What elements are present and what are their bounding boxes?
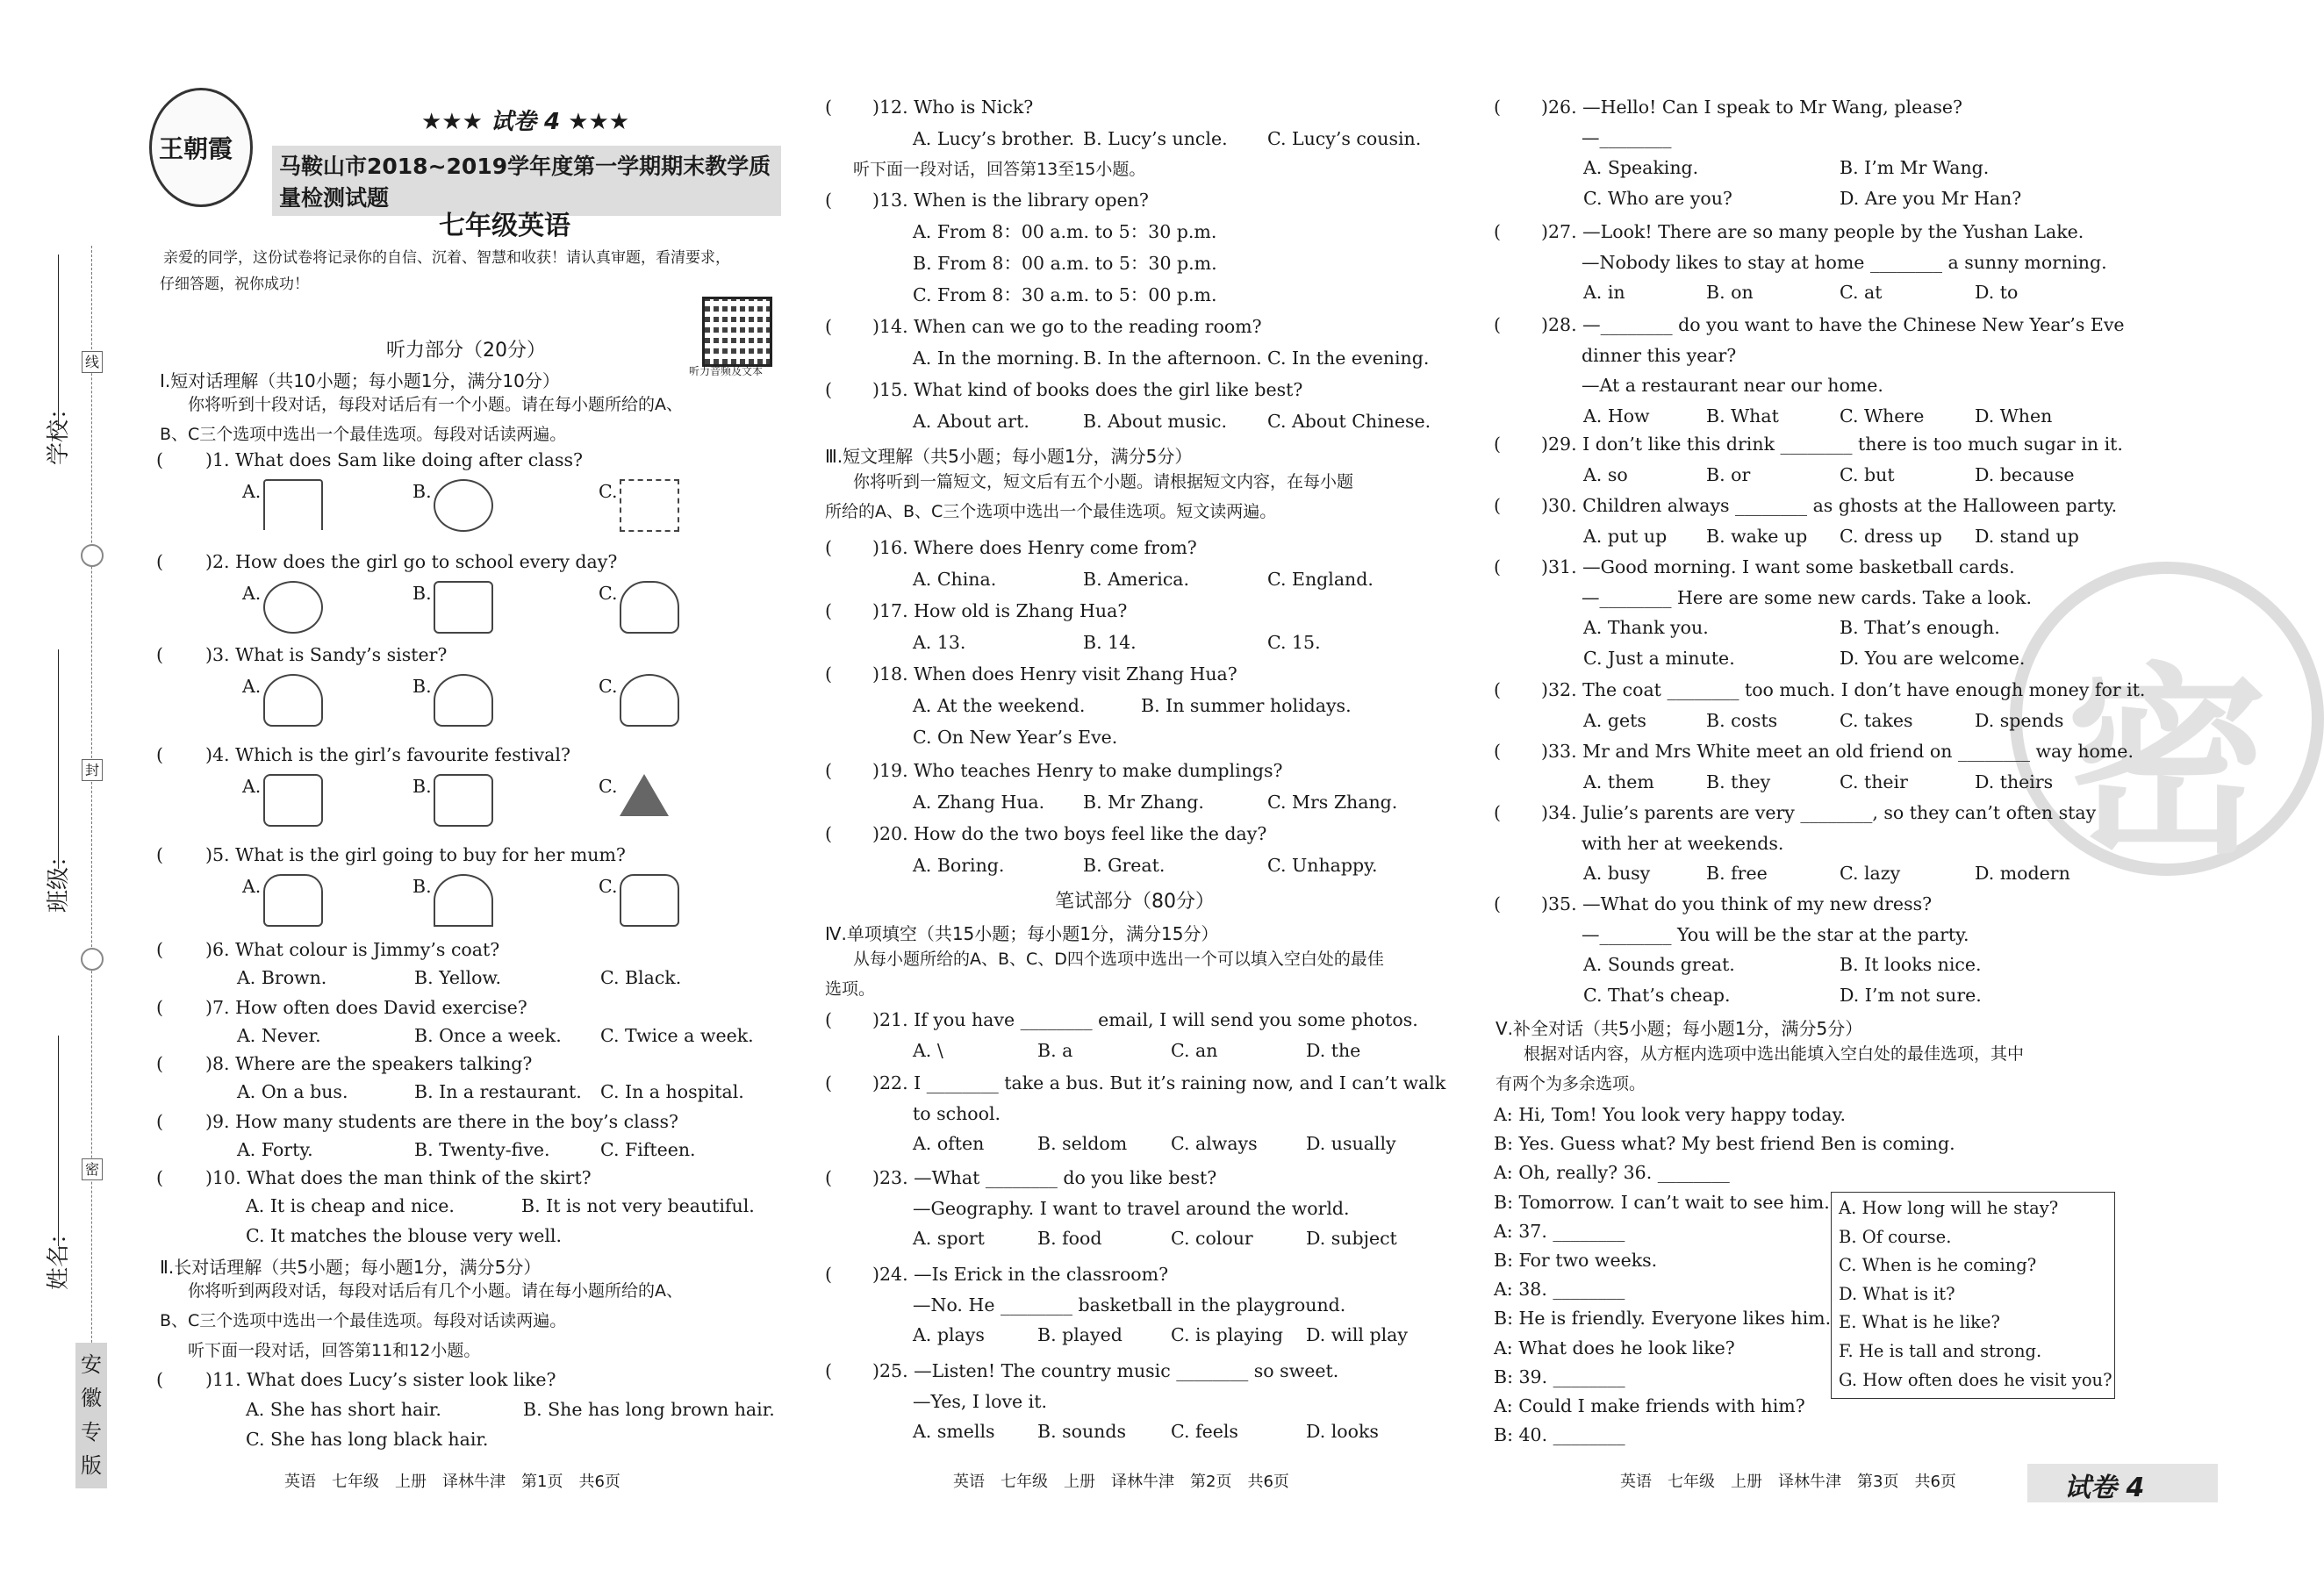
- option[interactable]: D. Are you Mr Han?: [1840, 187, 2022, 209]
- binding-hole-icon: [81, 544, 104, 567]
- answer-paren[interactable]: (: [825, 379, 832, 400]
- option[interactable]: D. to: [1975, 282, 2019, 304]
- option[interactable]: B. Lucy’s uncle.: [1083, 128, 1228, 149]
- question-stem: )19. Who teaches Henry to make dumplings?: [872, 760, 1283, 781]
- option[interactable]: B. I’m Mr Wang.: [1840, 157, 1990, 179]
- answer-paren[interactable]: (: [156, 1369, 163, 1390]
- seal-mark: 封: [82, 759, 103, 781]
- option-letter[interactable]: C.: [599, 583, 618, 604]
- cook-icon[interactable]: [434, 674, 493, 727]
- option[interactable]: C. England.: [1267, 569, 1374, 590]
- basketball-hoop-icon[interactable]: [263, 479, 323, 530]
- option[interactable]: A. China.: [913, 569, 997, 590]
- question-stem: )6. What colour is Jimmy’s coat?: [205, 939, 500, 960]
- option[interactable]: A. Speaking.: [1583, 157, 1699, 179]
- option-letter[interactable]: B.: [412, 481, 432, 502]
- header: [149, 88, 781, 241]
- q10-option-b[interactable]: B. It is not very beautiful.: [521, 1195, 755, 1216]
- dialogue-line: A: Hi, Tom! You look very happy today.: [1494, 1104, 1846, 1125]
- question-line: )32. The coat ________ too much. I don’t have enough money for it.: [1541, 679, 2146, 700]
- question-line: )26. —Hello! Can I speak to Mr Wang, please?: [1541, 97, 1962, 118]
- option-letter[interactable]: B.: [412, 676, 432, 697]
- question-line: )23. —What ________ do you like best?: [872, 1167, 1217, 1188]
- part3-intro-1: 你将听到一篇短文，短文后有五个小题。请根据短文内容，在每小题: [853, 472, 1354, 491]
- school-field[interactable]: [58, 254, 59, 430]
- option[interactable]: A. gets: [1583, 709, 1646, 731]
- option[interactable]: B. they: [1706, 771, 1771, 792]
- dialogue-line: B: 39. ________: [1494, 1366, 1625, 1387]
- option[interactable]: B. America.: [1083, 569, 1190, 590]
- answer-paren[interactable]: (: [1494, 679, 1501, 700]
- answer-paren[interactable]: (: [1494, 495, 1501, 516]
- volleyball-net-icon[interactable]: [620, 479, 679, 532]
- option[interactable]: C. but: [1840, 463, 1895, 485]
- answer-paren[interactable]: (: [825, 1009, 832, 1030]
- option[interactable]: A. plays: [913, 1324, 985, 1346]
- question-stem: )7. How often does David exercise?: [205, 997, 527, 1018]
- question-line: )27. —Look! There are so many people by the Yushan Lake.: [1541, 221, 2084, 242]
- option[interactable]: B. In the afternoon.: [1083, 348, 1262, 369]
- intro-line-2: 仔细答题，祝你成功！: [160, 276, 309, 293]
- option[interactable]: C. In the evening.: [1267, 348, 1430, 369]
- option-letter[interactable]: A.: [242, 676, 262, 697]
- question-stem: )8. Where are the speakers talking?: [205, 1053, 533, 1074]
- option[interactable]: B. food: [1037, 1228, 1102, 1250]
- corner-tag: 试卷 4: [2064, 1473, 2145, 1503]
- people-playing-icon[interactable]: [434, 479, 493, 532]
- option[interactable]: C. Mrs Zhang.: [1267, 792, 1398, 813]
- halloween-icon[interactable]: [263, 774, 323, 827]
- dialogue-line: A: Could I make friends with him?: [1494, 1395, 1805, 1416]
- option[interactable]: B. Mr Zhang.: [1083, 792, 1204, 813]
- question-line: )28. —________ do you want to have the Chinese New Year’s Eve: [1541, 314, 2125, 335]
- option[interactable]: A. so: [1583, 463, 1628, 485]
- q11-option-c[interactable]: C. She has long black hair.: [246, 1429, 489, 1450]
- answer-paren[interactable]: (: [1494, 221, 1501, 242]
- question-line: )34. Julie’s parents are very ________, so they can’t often stay: [1541, 802, 2097, 823]
- option-letter[interactable]: A.: [242, 776, 262, 797]
- option[interactable]: A. How: [1583, 405, 1650, 427]
- part2-intro-1: 你将听到两段对话，每段对话后有几个小题。请在每小题所给的A、: [188, 1281, 683, 1301]
- seal-watermark: 密: [2010, 562, 2324, 876]
- dialogue-line: A: 37. ________: [1494, 1220, 1625, 1242]
- part4-title: Ⅳ.单项填空（共15小题；每小题1分，满分15分）: [825, 923, 1219, 944]
- option[interactable]: A. Lucy’s brother.: [913, 128, 1075, 149]
- option[interactable]: B. In a restaurant.: [414, 1081, 582, 1102]
- line-mark: 线: [82, 351, 103, 373]
- police-officer-icon[interactable]: [620, 674, 679, 727]
- option[interactable]: B. costs: [1706, 709, 1778, 731]
- flowers-icon[interactable]: [434, 874, 493, 927]
- class-field[interactable]: [58, 649, 59, 869]
- answer-paren[interactable]: (: [1494, 893, 1501, 914]
- part3-title: Ⅲ.短文理解（共5小题；每小题1分，满分5分）: [825, 446, 1193, 467]
- option[interactable]: D. modern: [1975, 863, 2070, 885]
- option[interactable]: C. takes: [1840, 709, 1913, 731]
- question-stem: )9. How many students are there in the boy’s class?: [205, 1111, 678, 1132]
- option[interactable]: A. Thank you.: [1583, 617, 1709, 639]
- option[interactable]: B. 14.: [1083, 632, 1137, 653]
- option-letter[interactable]: A.: [242, 876, 262, 897]
- q10-option-a[interactable]: A. It is cheap and nice.: [246, 1195, 455, 1216]
- part4-intro-2: 选项。: [825, 979, 876, 999]
- option[interactable]: A. Never.: [237, 1025, 321, 1046]
- question-stem: )16. Where does Henry come from?: [872, 537, 1197, 558]
- option[interactable]: C. Where: [1840, 405, 1925, 427]
- answer-paren[interactable]: (: [1494, 314, 1501, 335]
- question-line: )29. I don’t like this drink ________ there is too much sugar in it.: [1541, 434, 2123, 455]
- picture-question-stem: )3. What is Sandy’s sister?: [205, 644, 448, 665]
- bicycle-icon[interactable]: [263, 581, 323, 634]
- answer-paren[interactable]: (: [825, 316, 832, 337]
- part2-note2: 听下面一段对话，回答第13至15小题。: [853, 160, 1146, 179]
- qr-code-icon[interactable]: [702, 297, 772, 367]
- part4-intro-1: 从每小题所给的A、B、C、D四个选项中选出一个可以填入空白处的最佳: [853, 950, 1384, 969]
- option[interactable]: C. an: [1171, 1039, 1218, 1061]
- question-line: )22. I ________ take a bus. But it’s raining now, and I can’t walk: [872, 1072, 1446, 1093]
- option-letter[interactable]: B.: [412, 776, 432, 797]
- question-line: with her at weekends.: [1582, 832, 1784, 854]
- option[interactable]: A. put up: [1583, 525, 1668, 547]
- option[interactable]: D. theirs: [1975, 771, 2054, 792]
- bus-icon[interactable]: [434, 581, 493, 634]
- option-box-item: E. What is he like?: [1839, 1312, 2000, 1333]
- option[interactable]: A. From 8：00 a.m. to 5：30 p.m.: [913, 221, 1217, 242]
- option[interactable]: C. their: [1840, 771, 1908, 792]
- option[interactable]: A. At the weekend.: [913, 695, 1086, 716]
- option[interactable]: B. Great.: [1083, 855, 1166, 876]
- part2-note1: 听下面一段对话，回答第11和12小题。: [188, 1341, 481, 1360]
- q10-option-c[interactable]: C. It matches the blouse very well.: [246, 1225, 562, 1246]
- option-box-item: D. What is it?: [1839, 1283, 1955, 1304]
- option[interactable]: B. In summer holidays.: [1141, 695, 1352, 716]
- picture-question-stem: )4. Which is the girl’s favourite festival?: [205, 744, 570, 765]
- option[interactable]: A. Forty.: [237, 1139, 313, 1160]
- question-stem: )18. When does Henry visit Zhang Hua?: [872, 663, 1237, 685]
- option[interactable]: B. It looks nice.: [1840, 954, 1982, 976]
- question-line: )31. —Good morning. I want some basketball cards.: [1541, 556, 2015, 577]
- answer-paren[interactable]: (: [156, 644, 163, 665]
- answer-paren[interactable]: (: [1494, 741, 1501, 762]
- option[interactable]: B. seldom: [1037, 1133, 1128, 1155]
- option[interactable]: B. That’s enough.: [1840, 617, 2000, 639]
- exam-title: 马鞍山市2018~2019学年度第一学期期末教学质量检测试题: [272, 146, 781, 216]
- answer-paren[interactable]: (: [1494, 97, 1501, 118]
- part5-title: Ⅴ.补全对话（共5小题；每小题1分，满分5分）: [1496, 1018, 1863, 1039]
- question-line: —Nobody likes to stay at home ________ a sunny morning.: [1582, 251, 2107, 273]
- option[interactable]: C. Black.: [600, 967, 682, 988]
- option[interactable]: A. On a bus.: [237, 1081, 348, 1102]
- option[interactable]: A. Boring.: [913, 855, 1005, 876]
- option[interactable]: B. Yellow.: [414, 967, 502, 988]
- option[interactable]: B. played: [1037, 1324, 1123, 1346]
- class-label: 班级：: [46, 843, 72, 913]
- q11-stem: )11. What does Lucy’s sister look like?: [205, 1369, 556, 1390]
- option[interactable]: C. at: [1840, 282, 1883, 304]
- q10-stem: )10. What does the man think of the skirt?: [205, 1167, 592, 1188]
- option[interactable]: D. will play: [1306, 1324, 1408, 1346]
- answer-paren[interactable]: (: [825, 663, 832, 685]
- answer-paren[interactable]: (: [156, 449, 163, 470]
- option[interactable]: B. What: [1706, 405, 1779, 427]
- answer-paren[interactable]: (: [825, 1360, 832, 1381]
- question-line: —No. He ________ basketball in the playground.: [913, 1294, 1346, 1316]
- binding-hole-icon: [81, 948, 104, 971]
- option[interactable]: B. wake up: [1706, 525, 1808, 547]
- name-label: 姓名：: [46, 1221, 72, 1290]
- dialogue-line: B: 40. ________: [1494, 1424, 1625, 1446]
- part1-intro-1: 你将听到十段对话，每段对话后有一个小题。请在每小题所给的A、: [188, 395, 683, 414]
- option[interactable]: C. About Chinese.: [1267, 411, 1431, 432]
- listening-title: 听力部分（20分）: [386, 340, 546, 362]
- q11-option-b[interactable]: B. She has long brown hair.: [523, 1399, 775, 1420]
- writing-title: 笔试部分（80分）: [1055, 891, 1215, 913]
- option[interactable]: D. the: [1306, 1039, 1361, 1061]
- option[interactable]: B. on: [1706, 282, 1754, 304]
- question-line: —Yes, I love it.: [913, 1390, 1047, 1412]
- christmas-tree-icon[interactable]: [620, 774, 669, 816]
- edition-badge: 安 徽 专 版: [75, 1343, 107, 1488]
- part3-intro-2: 所给的A、B、C三个选项中选出一个最佳选项。短文读两遍。: [825, 502, 1277, 521]
- question-line: to school.: [913, 1102, 1001, 1124]
- option-box: [1831, 1192, 2115, 1399]
- car-icon[interactable]: [620, 581, 679, 634]
- question-line: —Geography. I want to travel around the world.: [913, 1197, 1350, 1219]
- option[interactable]: C. From 8：30 a.m. to 5：00 p.m.: [913, 284, 1217, 305]
- picture-question-stem: )1. What does Sam like doing after class?: [205, 449, 584, 470]
- option[interactable]: C. In a hospital.: [600, 1081, 744, 1102]
- question-stem: )12. Who is Nick?: [872, 97, 1034, 118]
- answer-paren[interactable]: (: [825, 1072, 832, 1093]
- option[interactable]: C. Twice a week.: [600, 1025, 754, 1046]
- option[interactable]: A. smells: [913, 1421, 995, 1443]
- answer-paren[interactable]: (: [825, 760, 832, 781]
- answer-paren[interactable]: (: [825, 1167, 832, 1188]
- option-box-item: B. Of course.: [1839, 1226, 1952, 1247]
- answer-paren[interactable]: (: [1494, 556, 1501, 577]
- answer-paren[interactable]: (: [1494, 802, 1501, 823]
- part5-intro-1: 根据对话内容，从方框内选项中选出能填入空白处的最佳选项，其中: [1524, 1044, 2025, 1064]
- answer-paren[interactable]: (: [825, 823, 832, 844]
- option-box-item: F. He is tall and strong.: [1839, 1341, 2042, 1361]
- logo-text: 王朝霞: [159, 134, 233, 163]
- option[interactable]: D. looks: [1306, 1421, 1379, 1443]
- dialogue-line: B: He is friendly. Everyone likes him.: [1494, 1308, 1832, 1330]
- question-line: )30. Children always ________ as ghosts at the Halloween party.: [1541, 495, 2118, 516]
- footer-page2: 英语 七年级 上册 译林牛津 第2页 共6页: [953, 1473, 1289, 1491]
- answer-paren[interactable]: (: [156, 744, 163, 765]
- binding-dashed-line: [91, 246, 92, 1439]
- option[interactable]: C. lazy: [1840, 863, 1901, 885]
- answer-paren[interactable]: (: [825, 190, 832, 211]
- answer-paren[interactable]: (: [825, 97, 832, 118]
- part1-title: Ⅰ.短对话理解（共10小题；每小题1分，满分10分）: [160, 370, 560, 391]
- answer-paren[interactable]: (: [825, 600, 832, 621]
- question-line: —________ You will be the star at the party.: [1582, 923, 1969, 945]
- bag-icon[interactable]: [620, 874, 679, 927]
- option-box-item: G. How often does he visit you?: [1839, 1369, 2112, 1390]
- option[interactable]: B. From 8：00 a.m. to 5：30 p.m.: [913, 253, 1217, 274]
- option[interactable]: A. 13.: [913, 632, 966, 653]
- question-line: —________: [1582, 126, 1672, 148]
- question-line: )21. If you have ________ email, I will send you some photos.: [872, 1009, 1418, 1030]
- option[interactable]: C. always: [1171, 1133, 1258, 1155]
- question-stem: )20. How do the two boys feel like the day?: [872, 823, 1267, 844]
- dialogue-line: B: Tomorrow. I can’t wait to see him.: [1494, 1191, 1830, 1213]
- spring-festival-icon[interactable]: [434, 774, 493, 827]
- option[interactable]: B. sounds: [1037, 1421, 1127, 1443]
- subject-title: 七年级英语: [439, 211, 570, 241]
- footer-page3: 英语 七年级 上册 译林牛津 第3页 共6页: [1620, 1473, 1956, 1491]
- answer-paren[interactable]: (: [156, 1167, 163, 1188]
- option[interactable]: B. Once a week.: [414, 1025, 562, 1046]
- answer-paren[interactable]: (: [156, 1111, 163, 1132]
- question-line: )24. —Is Erick in the classroom?: [872, 1264, 1169, 1285]
- option[interactable]: B. a: [1037, 1039, 1073, 1061]
- option[interactable]: A. Sounds great.: [1583, 954, 1735, 976]
- option[interactable]: A. \: [913, 1039, 943, 1061]
- option[interactable]: A. In the morning.: [913, 348, 1080, 369]
- option[interactable]: A. in: [1583, 282, 1625, 304]
- answer-paren[interactable]: (: [156, 844, 163, 865]
- option[interactable]: D. because: [1975, 463, 2075, 485]
- question-line: —________ Here are some new cards. Take a look.: [1582, 586, 2032, 608]
- question-stem: )17. How old is Zhang Hua?: [872, 600, 1128, 621]
- dialogue-line: B: Yes. Guess what? My best friend Ben is coming.: [1494, 1133, 1955, 1155]
- option-letter[interactable]: A.: [242, 481, 262, 502]
- option-letter[interactable]: B.: [412, 583, 432, 604]
- option-box-item: A. How long will he stay?: [1839, 1198, 2059, 1218]
- answer-paren[interactable]: (: [825, 1264, 832, 1285]
- option[interactable]: A. Zhang Hua.: [913, 792, 1045, 813]
- part2-intro-2: B、C三个选项中选出一个最佳选项。每段对话读两遍。: [160, 1311, 567, 1330]
- option-letter[interactable]: C.: [599, 481, 618, 502]
- option[interactable]: D. You are welcome.: [1840, 647, 2026, 669]
- question-stem: )13. When is the library open?: [872, 190, 1149, 211]
- school-label: 学校：: [46, 396, 72, 465]
- option-letter[interactable]: A.: [242, 583, 262, 604]
- part5-intro-2: 有两个为多余选项。: [1496, 1074, 1646, 1093]
- paper-tag: ★★★ 试卷 4 ★★★: [421, 109, 630, 135]
- option[interactable]: C. dress up: [1840, 525, 1942, 547]
- option[interactable]: D. spends: [1975, 709, 2064, 731]
- option[interactable]: B. About music.: [1083, 411, 1228, 432]
- qr-caption: 听力音频及文本: [689, 365, 764, 377]
- option[interactable]: A. Brown.: [237, 967, 327, 988]
- option[interactable]: A. them: [1583, 771, 1654, 792]
- option-letter[interactable]: C.: [599, 676, 618, 697]
- option[interactable]: C. On New Year’s Eve.: [913, 727, 1118, 748]
- option-letter[interactable]: B.: [412, 876, 432, 897]
- option[interactable]: B. Twenty-five.: [414, 1139, 550, 1160]
- question-stem: )14. When can we go to the reading room?: [872, 316, 1262, 337]
- dialogue-line: A: What does he look like?: [1494, 1337, 1735, 1359]
- option[interactable]: C. Lucy’s cousin.: [1267, 128, 1422, 149]
- question-line: dinner this year?: [1582, 344, 1737, 366]
- logo: [149, 88, 253, 207]
- option[interactable]: C. Unhappy.: [1267, 855, 1378, 876]
- question-line: —At a restaurant near our home.: [1582, 375, 1883, 397]
- dialogue-line: A: 38. ________: [1494, 1279, 1625, 1301]
- option[interactable]: B. or: [1706, 463, 1751, 485]
- option[interactable]: C. is playing: [1171, 1324, 1283, 1346]
- option[interactable]: C. Who are you?: [1583, 187, 1732, 209]
- answer-paren[interactable]: (: [156, 939, 163, 960]
- binding-strip: [46, 246, 149, 1545]
- option[interactable]: D. stand up: [1975, 525, 2079, 547]
- answer-paren[interactable]: (: [1494, 434, 1501, 455]
- shoes-icon[interactable]: [263, 874, 323, 927]
- dialogue-line: B: For two weeks.: [1494, 1250, 1658, 1271]
- answer-paren[interactable]: (: [825, 537, 832, 558]
- option[interactable]: C. Just a minute.: [1583, 647, 1735, 669]
- option[interactable]: D. subject: [1306, 1228, 1397, 1250]
- option[interactable]: D. usually: [1306, 1133, 1396, 1155]
- option[interactable]: C. 15.: [1267, 632, 1321, 653]
- option-letter[interactable]: C.: [599, 876, 618, 897]
- footer-page1: 英语 七年级 上册 译林牛津 第1页 共6页: [284, 1473, 620, 1491]
- answer-paren[interactable]: (: [156, 551, 163, 572]
- close-mark: 密: [82, 1158, 103, 1180]
- q11-option-a[interactable]: A. She has short hair.: [246, 1399, 441, 1420]
- option[interactable]: D. I’m not sure.: [1840, 984, 1982, 1006]
- option[interactable]: A. About art.: [913, 411, 1029, 432]
- answer-paren[interactable]: (: [156, 997, 163, 1018]
- option[interactable]: C. feels: [1171, 1421, 1238, 1443]
- picture-question-stem: )5. What is the girl going to buy for her mum?: [205, 844, 626, 865]
- option-box-item: C. When is he coming?: [1839, 1255, 2037, 1276]
- option[interactable]: A. busy: [1583, 863, 1651, 885]
- option-letter[interactable]: C.: [599, 776, 618, 797]
- option[interactable]: C. That’s cheap.: [1583, 984, 1731, 1006]
- dialogue-line: A: Oh, really? 36. ________: [1494, 1162, 1730, 1184]
- option[interactable]: A. often: [913, 1133, 985, 1155]
- question-line: )33. Mr and Mrs White meet an old friend on ________ way home.: [1541, 741, 2134, 762]
- question-line: )25. —Listen! The country music ________ so sweet.: [872, 1360, 1339, 1381]
- option[interactable]: B. free: [1706, 863, 1768, 885]
- part2-title: Ⅱ.长对话理解（共5小题；每小题1分，满分5分）: [160, 1257, 542, 1278]
- intro-line-1: 亲爱的同学，这份试卷将记录你的自信、沉着、智慧和收获！请认真审题，看清要求，: [163, 249, 730, 267]
- answer-paren[interactable]: (: [156, 1053, 163, 1074]
- option[interactable]: C. Fifteen.: [600, 1139, 696, 1160]
- name-field[interactable]: [58, 1036, 59, 1246]
- option[interactable]: C. colour: [1171, 1228, 1253, 1250]
- picture-question-stem: )2. How does the girl go to school every day?: [205, 551, 618, 572]
- nurse-icon[interactable]: [263, 674, 323, 727]
- question-stem: )15. What kind of books does the girl like best?: [872, 379, 1303, 400]
- part1-intro-2: B、C三个选项中选出一个最佳选项。每段对话读两遍。: [160, 425, 567, 444]
- option[interactable]: D. When: [1975, 405, 2053, 427]
- question-line: )35. —What do you think of my new dress?: [1541, 893, 1933, 914]
- option[interactable]: A. sport: [913, 1228, 985, 1250]
